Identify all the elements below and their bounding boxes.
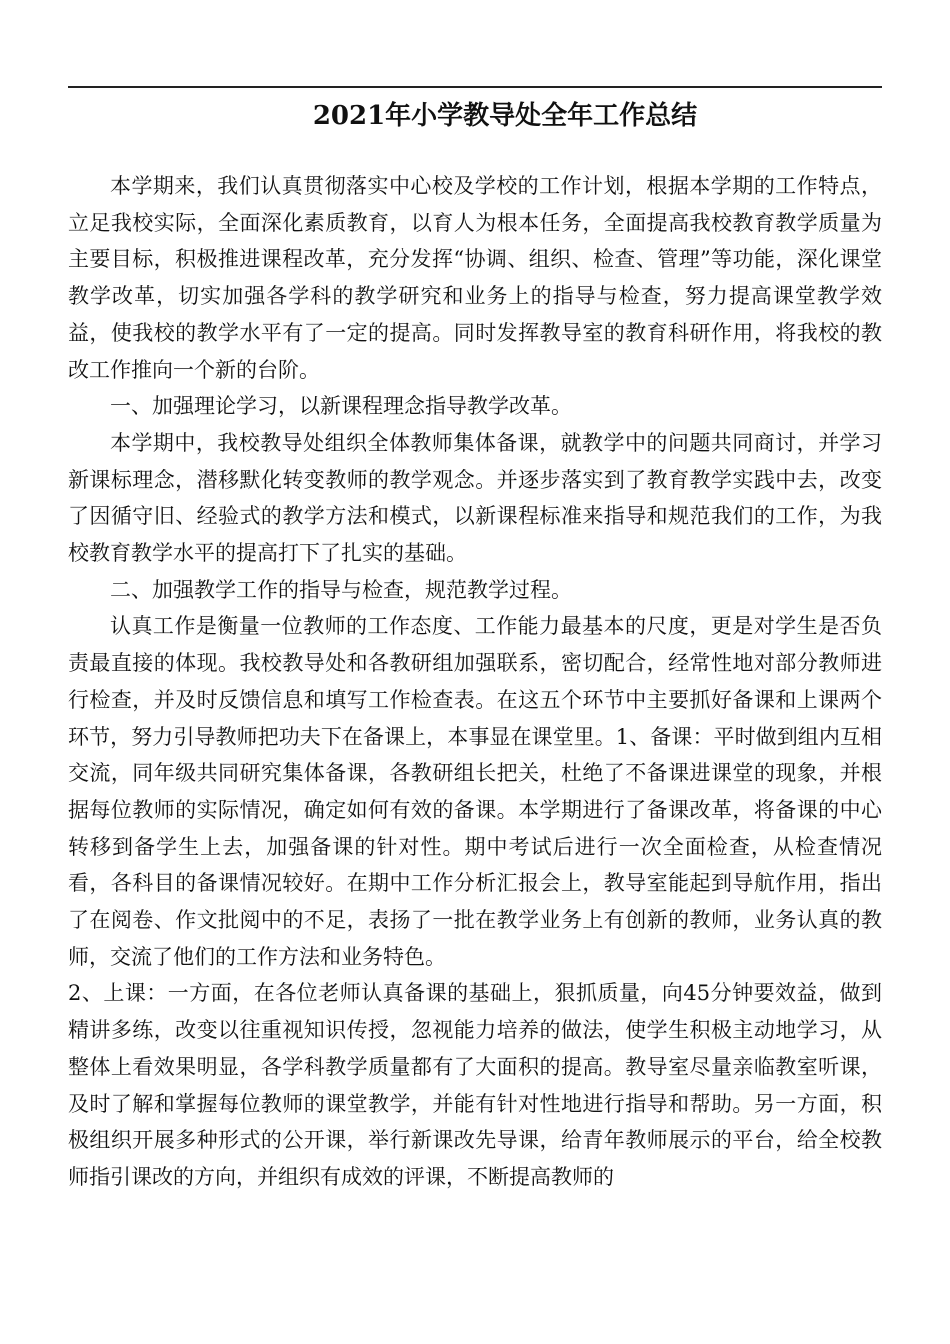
document-title: 2021年小学教导处全年工作总结 (312, 101, 698, 131)
section-heading-1: 一、加强理论学习，以新课程理念指导教学改革。 (110, 394, 572, 419)
header-rule (68, 86, 882, 88)
section-heading-2: 二、加强教学工作的指导与检查，规范教学过程。 (110, 577, 572, 602)
paragraph-section-2: 认真工作是衡量一位教师的工作态度、工作能力最基本的尺度，更是对学生是否负责最直接的体现。我校教导处和各教研组加强联系，密切配合，经常性地对部分教师进行检查，并及时反馈信息和填写工作检查表。在这五个环节中主要抓好备课和上课两个环节，努力引导教师把功夫下在备课上，本事显在课堂里。1、备课：平时做到组内互相交流，同年级共同研究集体备课，各教研组长把关，杜绝了不备课进课堂的现象，并根据每位教师的实际情况，确定如何有效的备课。本学期进行了备课改革，将备课的中心转移到备学生上去，加强备课的针对性。期中考试后进行一次全面检查，从检查情况看，各科目的备课情况较好。在期中工作分析汇报会上，教导室能起到导航作用，指出了在阅卷、作文批阅中的不足，表扬了一批在教学业务上有创新的教师，业务认真的教师，交流了他们的工作方法和业务特色。 (68, 614, 882, 969)
paragraph-section-1: 本学期中，我校教导处组织全体教师集体备课，就教学中的问题共同商讨，并学习新课标理念，潜移默化转变教师的教学观念。并逐步落实到了教育教学实践中去，改变了因循守旧、经验式的教学方法和模式，以新课程标准来指导和规范我们的工作，为我校教育教学水平的提高打下了扎实的基础。 (68, 430, 882, 566)
paragraph-section-2-continued: 2、上课：一方面，在各位老师认真备课的基础上，狠抓质量，向45分钟要效益，做到精讲多练，改变以往重视知识传授，忽视能力培养的做法，使学生积极主动地学习，从整体上看效果明显，各学科教学质量都有了大面积的提高。教导室尽量亲临教室听课，及时了解和掌握每位教师的课堂教学，并能有针对性地进行指导和帮助。另一方面，积极组织开展多种形式的公开课，举行新课改先导课，给青年教师展示的平台，给全校教师指引课改的方向，并组织有成效的评课，不断提高教师的 (68, 981, 882, 1189)
paragraph-intro: 本学期来，我们认真贯彻落实中心校及学校的工作计划，根据本学期的工作特点，立足我校实际，全面深化素质教育，以育人为根本任务，全面提高我校教育教学质量为主要目标，积极推进课程改革，充分发挥“协调、组织、检查、管理”等功能，深化课堂教学改革，切实加强各学科的教学研究和业务上的指导与检查，努力提高课堂教学效益，使我校的教学水平有了一定的提高。同时发挥教导室的教育科研作用，将我校的教改工作推向一个新的台阶。 (68, 174, 882, 382)
document-body (68, 168, 882, 1196)
